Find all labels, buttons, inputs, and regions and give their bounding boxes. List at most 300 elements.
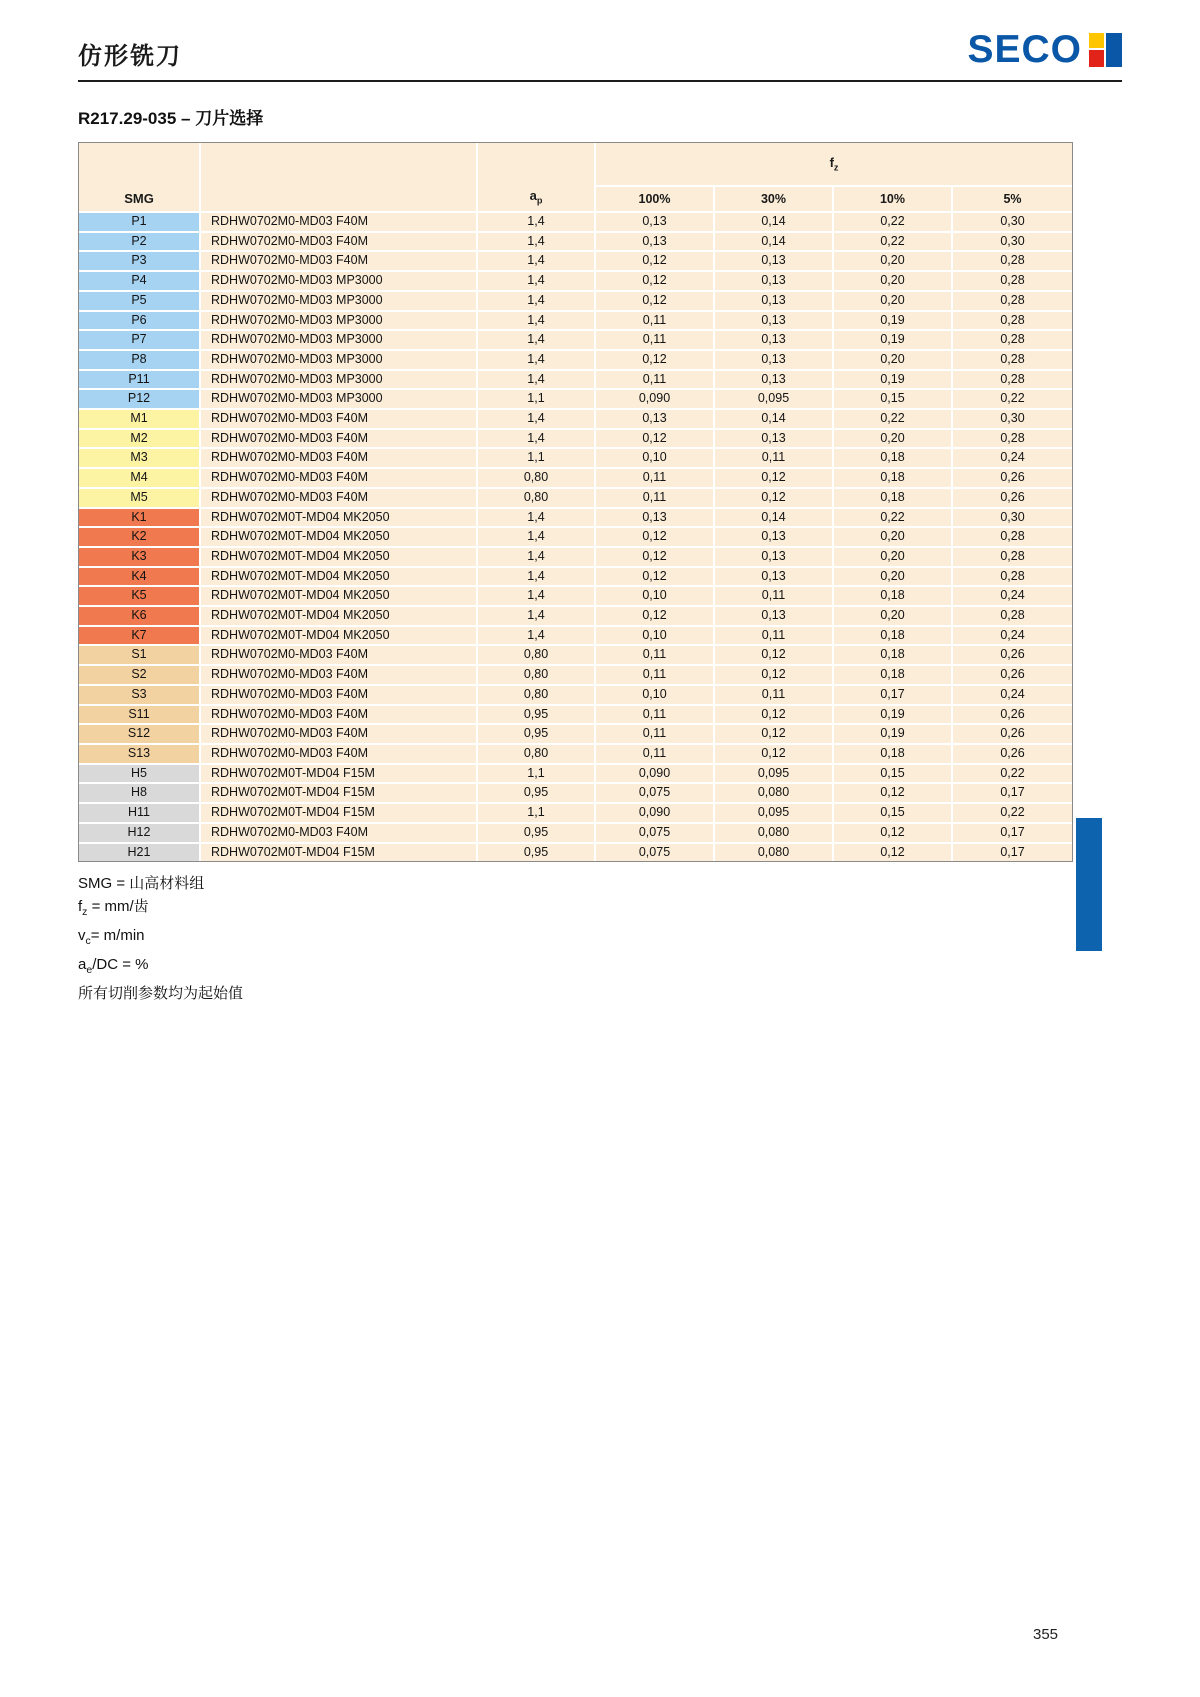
val-cell: 0,22 xyxy=(834,410,953,430)
footnotes xyxy=(78,872,1122,1005)
val-cell: 0,11 xyxy=(715,449,834,469)
insert-cell: RDHW0702M0-MD03 F40M xyxy=(201,824,478,844)
table-row xyxy=(79,686,1072,706)
val-cell: 0,22 xyxy=(834,509,953,529)
val-cell: 0,12 xyxy=(834,824,953,844)
smg-cell: K2 xyxy=(79,528,201,548)
ap-cell: 1,1 xyxy=(478,765,596,785)
seco-logo-mark-left xyxy=(1089,33,1104,67)
val-cell: 0,11 xyxy=(715,587,834,607)
header-divider xyxy=(78,80,1122,82)
ap-cell: 1,4 xyxy=(478,371,596,391)
table-row xyxy=(79,331,1072,351)
val-cell: 0,12 xyxy=(715,469,834,489)
val-cell: 0,12 xyxy=(596,548,715,568)
val-cell: 0,14 xyxy=(715,233,834,253)
val-cell: 0,12 xyxy=(596,430,715,450)
fz-symbol: f xyxy=(829,155,834,171)
table-row xyxy=(79,587,1072,607)
val-cell: 0,18 xyxy=(834,745,953,765)
val-cell: 0,11 xyxy=(596,312,715,332)
val-cell: 0,19 xyxy=(834,331,953,351)
ap-cell: 1,4 xyxy=(478,587,596,607)
table-row xyxy=(79,272,1072,292)
insert-cell: RDHW0702M0-MD03 F40M xyxy=(201,430,478,450)
val-cell: 0,18 xyxy=(834,489,953,509)
table-row xyxy=(79,430,1072,450)
table-row xyxy=(79,233,1072,253)
val-cell: 0,13 xyxy=(596,410,715,430)
insert-cell: RDHW0702M0-MD03 F40M xyxy=(201,745,478,765)
smg-cell: K6 xyxy=(79,607,201,627)
insert-cell: RDHW0702M0-MD03 F40M xyxy=(201,725,478,745)
insert-cell: RDHW0702M0-MD03 F40M xyxy=(201,469,478,489)
val-cell: 0,17 xyxy=(834,686,953,706)
table-row xyxy=(79,548,1072,568)
smg-cell: S13 xyxy=(79,745,201,765)
val-cell: 0,24 xyxy=(953,627,1072,647)
ap-cell: 1,4 xyxy=(478,410,596,430)
val-cell: 0,11 xyxy=(596,469,715,489)
val-cell: 0,12 xyxy=(596,351,715,371)
table-row xyxy=(79,765,1072,785)
val-cell: 0,12 xyxy=(715,666,834,686)
val-cell: 0,075 xyxy=(596,844,715,862)
insert-cell: RDHW0702M0-MD03 F40M xyxy=(201,252,478,272)
val-cell: 0,12 xyxy=(596,252,715,272)
table-row xyxy=(79,528,1072,548)
val-cell: 0,26 xyxy=(953,489,1072,509)
insert-cell: RDHW0702M0T-MD04 F15M xyxy=(201,804,478,824)
table-row xyxy=(79,509,1072,529)
smg-cell: P6 xyxy=(79,312,201,332)
ap-cell: 0,95 xyxy=(478,784,596,804)
ap-cell: 0,95 xyxy=(478,844,596,862)
ap-cell: 1,4 xyxy=(478,528,596,548)
ap-cell: 0,95 xyxy=(478,824,596,844)
val-cell: 0,18 xyxy=(834,646,953,666)
val-cell: 0,095 xyxy=(715,804,834,824)
footnote-line: SMG = 山高材料组 xyxy=(78,875,205,893)
val-cell: 0,11 xyxy=(596,725,715,745)
table-row xyxy=(79,351,1072,371)
insert-selection-table xyxy=(78,142,1073,862)
val-cell: 0,080 xyxy=(715,824,834,844)
insert-cell: RDHW0702M0-MD03 F40M xyxy=(201,213,478,233)
insert-cell: RDHW0702M0-MD03 MP3000 xyxy=(201,331,478,351)
ap-cell: 1,4 xyxy=(478,331,596,351)
smg-cell: S11 xyxy=(79,706,201,726)
ap-cell: 0,95 xyxy=(478,725,596,745)
ap-cell: 1,4 xyxy=(478,292,596,312)
ap-cell: 1,4 xyxy=(478,568,596,588)
val-cell: 0,20 xyxy=(834,351,953,371)
smg-cell: P1 xyxy=(79,213,201,233)
val-cell: 0,26 xyxy=(953,666,1072,686)
table-row xyxy=(79,292,1072,312)
ap-cell: 1,4 xyxy=(478,312,596,332)
val-cell: 0,12 xyxy=(715,725,834,745)
table-row xyxy=(79,627,1072,647)
val-cell: 0,28 xyxy=(953,528,1072,548)
smg-cell: K1 xyxy=(79,509,201,529)
val-cell: 0,28 xyxy=(953,312,1072,332)
ap-cell: 1,4 xyxy=(478,627,596,647)
insert-cell: RDHW0702M0-MD03 F40M xyxy=(201,410,478,430)
val-cell: 0,17 xyxy=(953,824,1072,844)
val-cell: 0,13 xyxy=(715,568,834,588)
table-row xyxy=(79,607,1072,627)
val-cell: 0,18 xyxy=(834,449,953,469)
ap-cell: 1,4 xyxy=(478,351,596,371)
ap-cell: 1,4 xyxy=(478,509,596,529)
val-cell: 0,11 xyxy=(596,371,715,391)
col-header-insert xyxy=(201,143,478,213)
table-row xyxy=(79,646,1072,666)
val-cell: 0,11 xyxy=(596,489,715,509)
smg-cell: M4 xyxy=(79,469,201,489)
val-cell: 0,28 xyxy=(953,371,1072,391)
smg-cell: M5 xyxy=(79,489,201,509)
page-header xyxy=(78,30,1122,74)
smg-cell: P8 xyxy=(79,351,201,371)
val-cell: 0,12 xyxy=(596,272,715,292)
val-cell: 0,13 xyxy=(596,233,715,253)
val-cell: 0,22 xyxy=(834,213,953,233)
smg-cell: S3 xyxy=(79,686,201,706)
insert-cell: RDHW0702M0T-MD04 MK2050 xyxy=(201,548,478,568)
val-cell: 0,13 xyxy=(596,509,715,529)
logo-yellow-square xyxy=(1089,33,1104,48)
col-header-smg: SMG xyxy=(79,143,201,213)
val-cell: 0,15 xyxy=(834,804,953,824)
insert-cell: RDHW0702M0T-MD04 F15M xyxy=(201,784,478,804)
val-cell: 0,14 xyxy=(715,410,834,430)
smg-cell: P12 xyxy=(79,390,201,410)
insert-cell: RDHW0702M0T-MD04 MK2050 xyxy=(201,627,478,647)
val-cell: 0,18 xyxy=(834,469,953,489)
page-number: 355 xyxy=(1033,1626,1059,1643)
val-cell: 0,12 xyxy=(834,844,953,862)
insert-cell: RDHW0702M0T-MD04 MK2050 xyxy=(201,568,478,588)
ap-symbol: a xyxy=(529,188,537,204)
val-cell: 0,13 xyxy=(715,607,834,627)
val-cell: 0,24 xyxy=(953,449,1072,469)
val-cell: 0,26 xyxy=(953,706,1072,726)
val-cell: 0,13 xyxy=(715,252,834,272)
val-cell: 0,11 xyxy=(596,646,715,666)
val-cell: 0,13 xyxy=(596,213,715,233)
val-cell: 0,11 xyxy=(596,666,715,686)
val-cell: 0,19 xyxy=(834,371,953,391)
val-cell: 0,22 xyxy=(953,765,1072,785)
table-row xyxy=(79,666,1072,686)
val-cell: 0,090 xyxy=(596,765,715,785)
col-header-fz xyxy=(596,143,1072,187)
val-cell: 0,20 xyxy=(834,252,953,272)
ap-cell: 0,80 xyxy=(478,469,596,489)
table-row xyxy=(79,312,1072,332)
ap-cell: 1,1 xyxy=(478,449,596,469)
insert-cell: RDHW0702M0-MD03 F40M xyxy=(201,233,478,253)
insert-cell: RDHW0702M0-MD03 F40M xyxy=(201,666,478,686)
smg-cell: S1 xyxy=(79,646,201,666)
val-cell: 0,090 xyxy=(596,390,715,410)
footnote-line: $a_e/DC$ = % xyxy=(78,956,149,977)
val-cell: 0,14 xyxy=(715,213,834,233)
val-cell: 0,22 xyxy=(953,804,1072,824)
ap-subscript: p xyxy=(536,196,543,206)
table-row xyxy=(79,252,1072,272)
insert-cell: RDHW0702M0-MD03 MP3000 xyxy=(201,272,478,292)
table-row xyxy=(79,469,1072,489)
ap-cell: 1,4 xyxy=(478,607,596,627)
val-cell: 0,20 xyxy=(834,607,953,627)
fz-subscript: z xyxy=(833,162,839,173)
insert-table xyxy=(79,143,1072,861)
val-cell: 0,28 xyxy=(953,292,1072,312)
val-cell: 0,13 xyxy=(715,292,834,312)
table-row xyxy=(79,390,1072,410)
seco-logo xyxy=(967,28,1122,71)
smg-cell: P5 xyxy=(79,292,201,312)
val-cell: 0,10 xyxy=(596,627,715,647)
insert-cell: RDHW0702M0-MD03 MP3000 xyxy=(201,292,478,312)
val-cell: 0,26 xyxy=(953,646,1072,666)
table-body xyxy=(79,213,1072,861)
insert-cell: RDHW0702M0-MD03 F40M xyxy=(201,646,478,666)
val-cell: 0,12 xyxy=(715,646,834,666)
smg-cell: K5 xyxy=(79,587,201,607)
val-cell: 0,11 xyxy=(596,745,715,765)
col-header-10: 10% xyxy=(834,187,953,213)
ap-cell: 1,1 xyxy=(478,390,596,410)
smg-cell: S12 xyxy=(79,725,201,745)
val-cell: 0,095 xyxy=(715,765,834,785)
val-cell: 0,26 xyxy=(953,745,1072,765)
smg-cell: K7 xyxy=(79,627,201,647)
val-cell: 0,12 xyxy=(596,528,715,548)
smg-cell: P4 xyxy=(79,272,201,292)
val-cell: 0,22 xyxy=(834,233,953,253)
table-head xyxy=(79,143,1072,213)
logo-blue-square xyxy=(1106,33,1122,67)
page-title: 仿形铣刀 xyxy=(78,44,182,70)
val-cell: 0,15 xyxy=(834,390,953,410)
smg-cell: H21 xyxy=(79,844,201,862)
table-row xyxy=(79,745,1072,765)
val-cell: 0,28 xyxy=(953,331,1072,351)
val-cell: 0,19 xyxy=(834,312,953,332)
val-cell: 0,18 xyxy=(834,627,953,647)
smg-cell: H5 xyxy=(79,765,201,785)
val-cell: 0,075 xyxy=(596,824,715,844)
table-row xyxy=(79,706,1072,726)
val-cell: 0,17 xyxy=(953,784,1072,804)
val-cell: 0,20 xyxy=(834,272,953,292)
val-cell: 0,30 xyxy=(953,410,1072,430)
val-cell: 0,080 xyxy=(715,844,834,862)
ap-cell: 1,1 xyxy=(478,804,596,824)
smg-cell: M2 xyxy=(79,430,201,450)
insert-cell: RDHW0702M0-MD03 F40M xyxy=(201,449,478,469)
insert-cell: RDHW0702M0T-MD04 MK2050 xyxy=(201,509,478,529)
ap-cell: 0,80 xyxy=(478,666,596,686)
smg-cell: H12 xyxy=(79,824,201,844)
val-cell: 0,13 xyxy=(715,548,834,568)
val-cell: 0,11 xyxy=(596,331,715,351)
ap-cell: 1,4 xyxy=(478,213,596,233)
insert-cell: RDHW0702M0-MD03 MP3000 xyxy=(201,351,478,371)
footnote-line: $f_z = mm/$齿 xyxy=(78,898,149,919)
seco-logo-text: SECO xyxy=(967,28,1082,71)
smg-cell: S2 xyxy=(79,666,201,686)
ap-cell: 1,4 xyxy=(478,252,596,272)
val-cell: 0,15 xyxy=(834,765,953,785)
insert-cell: RDHW0702M0-MD03 F40M xyxy=(201,706,478,726)
insert-cell: RDHW0702M0T-MD04 F15M xyxy=(201,844,478,862)
val-cell: 0,13 xyxy=(715,371,834,391)
val-cell: 0,24 xyxy=(953,587,1072,607)
table-row xyxy=(79,804,1072,824)
smg-cell: M1 xyxy=(79,410,201,430)
val-cell: 0,12 xyxy=(596,607,715,627)
val-cell: 0,28 xyxy=(953,548,1072,568)
val-cell: 0,13 xyxy=(715,272,834,292)
table-row xyxy=(79,213,1072,233)
val-cell: 0,20 xyxy=(834,528,953,548)
val-cell: 0,12 xyxy=(715,489,834,509)
val-cell: 0,12 xyxy=(596,292,715,312)
val-cell: 0,095 xyxy=(715,390,834,410)
val-cell: 0,30 xyxy=(953,233,1072,253)
val-cell: 0,11 xyxy=(715,686,834,706)
smg-cell: K3 xyxy=(79,548,201,568)
val-cell: 0,11 xyxy=(715,627,834,647)
val-cell: 0,28 xyxy=(953,430,1072,450)
ap-cell: 1,4 xyxy=(478,548,596,568)
ap-cell: 0,95 xyxy=(478,706,596,726)
insert-cell: RDHW0702M0-MD03 MP3000 xyxy=(201,371,478,391)
smg-cell: H11 xyxy=(79,804,201,824)
val-cell: 0,090 xyxy=(596,804,715,824)
val-cell: 0,13 xyxy=(715,331,834,351)
smg-cell: K4 xyxy=(79,568,201,588)
insert-cell: RDHW0702M0-MD03 MP3000 xyxy=(201,312,478,332)
table-row xyxy=(79,784,1072,804)
val-cell: 0,11 xyxy=(596,706,715,726)
val-cell: 0,30 xyxy=(953,213,1072,233)
ap-cell: 1,4 xyxy=(478,233,596,253)
val-cell: 0,22 xyxy=(953,390,1072,410)
val-cell: 0,26 xyxy=(953,725,1072,745)
val-cell: 0,10 xyxy=(596,686,715,706)
val-cell: 0,12 xyxy=(834,784,953,804)
val-cell: 0,28 xyxy=(953,607,1072,627)
val-cell: 0,20 xyxy=(834,292,953,312)
insert-cell: RDHW0702M0-MD03 MP3000 xyxy=(201,390,478,410)
col-header-100: 100% xyxy=(596,187,715,213)
val-cell: 0,26 xyxy=(953,469,1072,489)
table-row xyxy=(79,844,1072,862)
seco-logo-mark-icon xyxy=(1089,33,1122,67)
col-header-ap xyxy=(478,143,596,213)
footnote-line: 所有切削参数均为起始值 xyxy=(78,985,244,1003)
table-row xyxy=(79,568,1072,588)
val-cell: 0,12 xyxy=(715,745,834,765)
val-cell: 0,080 xyxy=(715,784,834,804)
table-row xyxy=(79,449,1072,469)
insert-cell: RDHW0702M0T-MD04 MK2050 xyxy=(201,528,478,548)
table-row xyxy=(79,489,1072,509)
ap-cell: 0,80 xyxy=(478,646,596,666)
table-row xyxy=(79,824,1072,844)
val-cell: 0,20 xyxy=(834,568,953,588)
insert-cell: RDHW0702M0T-MD04 MK2050 xyxy=(201,607,478,627)
val-cell: 0,10 xyxy=(596,587,715,607)
val-cell: 0,12 xyxy=(715,706,834,726)
val-cell: 0,30 xyxy=(953,509,1072,529)
group-header-row xyxy=(79,143,1072,187)
val-cell: 0,20 xyxy=(834,430,953,450)
val-cell: 0,13 xyxy=(715,528,834,548)
table-row xyxy=(79,371,1072,391)
smg-cell: M3 xyxy=(79,449,201,469)
smg-cell: P7 xyxy=(79,331,201,351)
insert-cell: RDHW0702M0-MD03 F40M xyxy=(201,489,478,509)
val-cell: 0,19 xyxy=(834,706,953,726)
page-edge-tab xyxy=(1076,818,1102,951)
footnote-line: $v_c= m/\min$ xyxy=(78,927,145,948)
val-cell: 0,10 xyxy=(596,449,715,469)
val-cell: 0,20 xyxy=(834,548,953,568)
section-heading: R217.29-035 – 刀片选择 xyxy=(78,109,264,128)
val-cell: 0,19 xyxy=(834,725,953,745)
logo-red-square xyxy=(1089,50,1104,67)
col-header-30: 30% xyxy=(715,187,834,213)
val-cell: 0,28 xyxy=(953,272,1072,292)
smg-cell: P2 xyxy=(79,233,201,253)
val-cell: 0,14 xyxy=(715,509,834,529)
insert-cell: RDHW0702M0T-MD04 MK2050 xyxy=(201,587,478,607)
insert-cell: RDHW0702M0T-MD04 F15M xyxy=(201,765,478,785)
val-cell: 0,075 xyxy=(596,784,715,804)
smg-cell: P3 xyxy=(79,252,201,272)
table-row xyxy=(79,725,1072,745)
val-cell: 0,18 xyxy=(834,587,953,607)
val-cell: 0,13 xyxy=(715,351,834,371)
table-row xyxy=(79,410,1072,430)
val-cell: 0,28 xyxy=(953,351,1072,371)
val-cell: 0,24 xyxy=(953,686,1072,706)
val-cell: 0,13 xyxy=(715,312,834,332)
val-cell: 0,17 xyxy=(1000,844,1025,859)
val-cell: 0,28 xyxy=(953,568,1072,588)
val-cell: 0,13 xyxy=(715,430,834,450)
ap-cell: 0,80 xyxy=(478,686,596,706)
insert-cell: RDHW0702M0-MD03 F40M xyxy=(201,686,478,706)
ap-cell: 0,80 xyxy=(478,745,596,765)
ap-cell: 1,4 xyxy=(478,430,596,450)
val-cell: 0,28 xyxy=(953,252,1072,272)
val-cell: 0,18 xyxy=(834,666,953,686)
ap-cell: 1,4 xyxy=(478,272,596,292)
smg-cell: H8 xyxy=(79,784,201,804)
col-header-5: 5% xyxy=(953,187,1072,213)
val-cell: 0,12 xyxy=(596,568,715,588)
smg-cell: P11 xyxy=(79,371,201,391)
ap-cell: 0,80 xyxy=(478,489,596,509)
